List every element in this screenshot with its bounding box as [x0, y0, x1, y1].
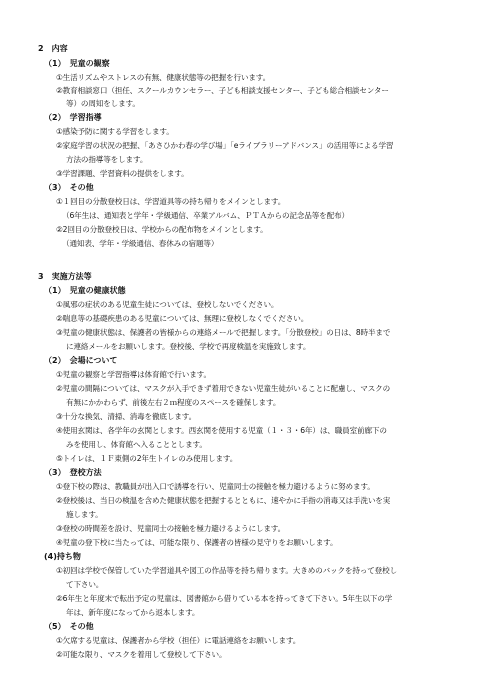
subsection-2-1-heading: （1） 児童の観察: [44, 59, 110, 68]
text-line: て下さい。: [66, 580, 104, 589]
section-3-heading: 3 実施方法等: [38, 272, 92, 281]
section-2-heading: 2 内容: [38, 44, 68, 53]
subsection-3-4-heading: (4)持ち物: [44, 552, 81, 561]
text-line: ②教育相談窓口（担任、スクールカウンセラー、子ども相談支援センター、子ども総合相談センター: [56, 86, 389, 95]
text-line: に連絡メールをお願いします。登校後、学校で再度検温を実施致します。: [66, 342, 311, 351]
text-line: ①児童の観察と学習指導は体育館で行います。: [56, 370, 211, 379]
subsection-3-2-heading: （2） 会場について: [44, 356, 118, 365]
text-line: みを使用し、体育館へ入ることとします。: [66, 440, 207, 449]
text-line: ③登校の時間差を設け、児童同士の接触を極力避けるようにします。: [56, 524, 286, 533]
text-line: ②2回目の分散登校日は、学校からの配布物をメインとします。: [56, 225, 268, 234]
text-line: 方法の指導等をします。: [66, 155, 148, 164]
text-line: ③児童の健康状態は、保護者の皆様からの連絡メールで把握します。「分散登校」の日は、8時半まで: [56, 328, 391, 337]
subsection-2-2-heading: （2） 学習指導: [44, 113, 102, 122]
text-line: ④使用玄関は、各学年の玄関とします。西玄関を使用する児童（１・３・6年）は、職員室前廊下の: [56, 426, 387, 435]
text-line: ②登校後は、当日の検温を含めた健康状態を把握するとともに、速やかに手指の消毒又は手洗いを実: [56, 496, 391, 505]
text-line: ②喘息等の基礎疾患のある児童については、無理に登校しなくでください。: [56, 314, 309, 323]
text-line: （6年生は、通知表と学年・学級通信、卒業アルバム、ＰＴＡからの記念品等を配布）: [62, 211, 349, 220]
text-line: ②6年生と年度末で転出予定の児童は、図書館から借りている本を持ってきて下さい。5年生以下の学: [56, 594, 393, 603]
text-line: ①風邪の症状のある児童生徒については、登校しないでください。: [56, 300, 279, 309]
text-line: 施します。: [66, 510, 103, 519]
subsection-3-1-heading: （1） 児童の健康状態: [44, 286, 126, 295]
subsection-3-5-heading: （5） その他: [44, 622, 94, 631]
text-line: ⑤トイレは、１Ｆ東側の2年生トイレのみ使用します。: [56, 454, 238, 463]
text-line: ①生活リズムやストレスの有無、健康状態等の把握を行います。: [56, 73, 271, 82]
text-line: 等）の周知をします。: [66, 99, 140, 108]
text-line: 有無にかかわらず、前後左右２ｍ程度のスペースを確保します。: [66, 398, 281, 407]
text-line: ②家庭学習の状況の把握、「あさひかわ春の学び場」「eライブラリーアドバンス」の活用等による学習: [56, 141, 394, 150]
text-line: ①初回は学校で保管していた学習道具や図工の作品等を持ち帰ります。大きめのバックを持って登校し: [56, 566, 398, 575]
text-line: ③十分な換気、清掃、消毒を徹底します。: [56, 412, 197, 421]
text-line: （通知表、学年・学級通信、春休みの宿題等）: [62, 239, 219, 248]
text-line: 年は、新年度になってから返本します。: [66, 608, 200, 617]
text-line: ①感染予防に関する学習をします。: [56, 127, 174, 136]
text-line: ①登下校の際は、教職員が出入口で誘導を行い、児童同士の接触を極力避けるように努めます。: [56, 482, 375, 491]
text-line: ②可能な限り、マスクを着用して登校して下さい。: [56, 650, 227, 659]
text-line: ②児童の間隔については、マスクが入手できず着用できない児童生徒がいることに配慮し、マスクの: [56, 384, 391, 393]
text-line: ①欠席する児童は、保護者から学校（担任）に電話連絡をお願いします。: [56, 636, 301, 645]
text-line: ①１回目の分散登校日は、学習道具等の持ち帰りをメインとします。: [56, 197, 286, 206]
subsection-3-3-heading: （3） 登校方法: [44, 468, 102, 477]
text-line: ③学習課題、学習資料の提供をします。: [56, 169, 189, 178]
text-line: ④児童の登下校に当たっては、可能な限り、保護者の皆様の見守りをお願いします。: [56, 538, 338, 547]
subsection-2-3-heading: （3） その他: [44, 183, 94, 192]
